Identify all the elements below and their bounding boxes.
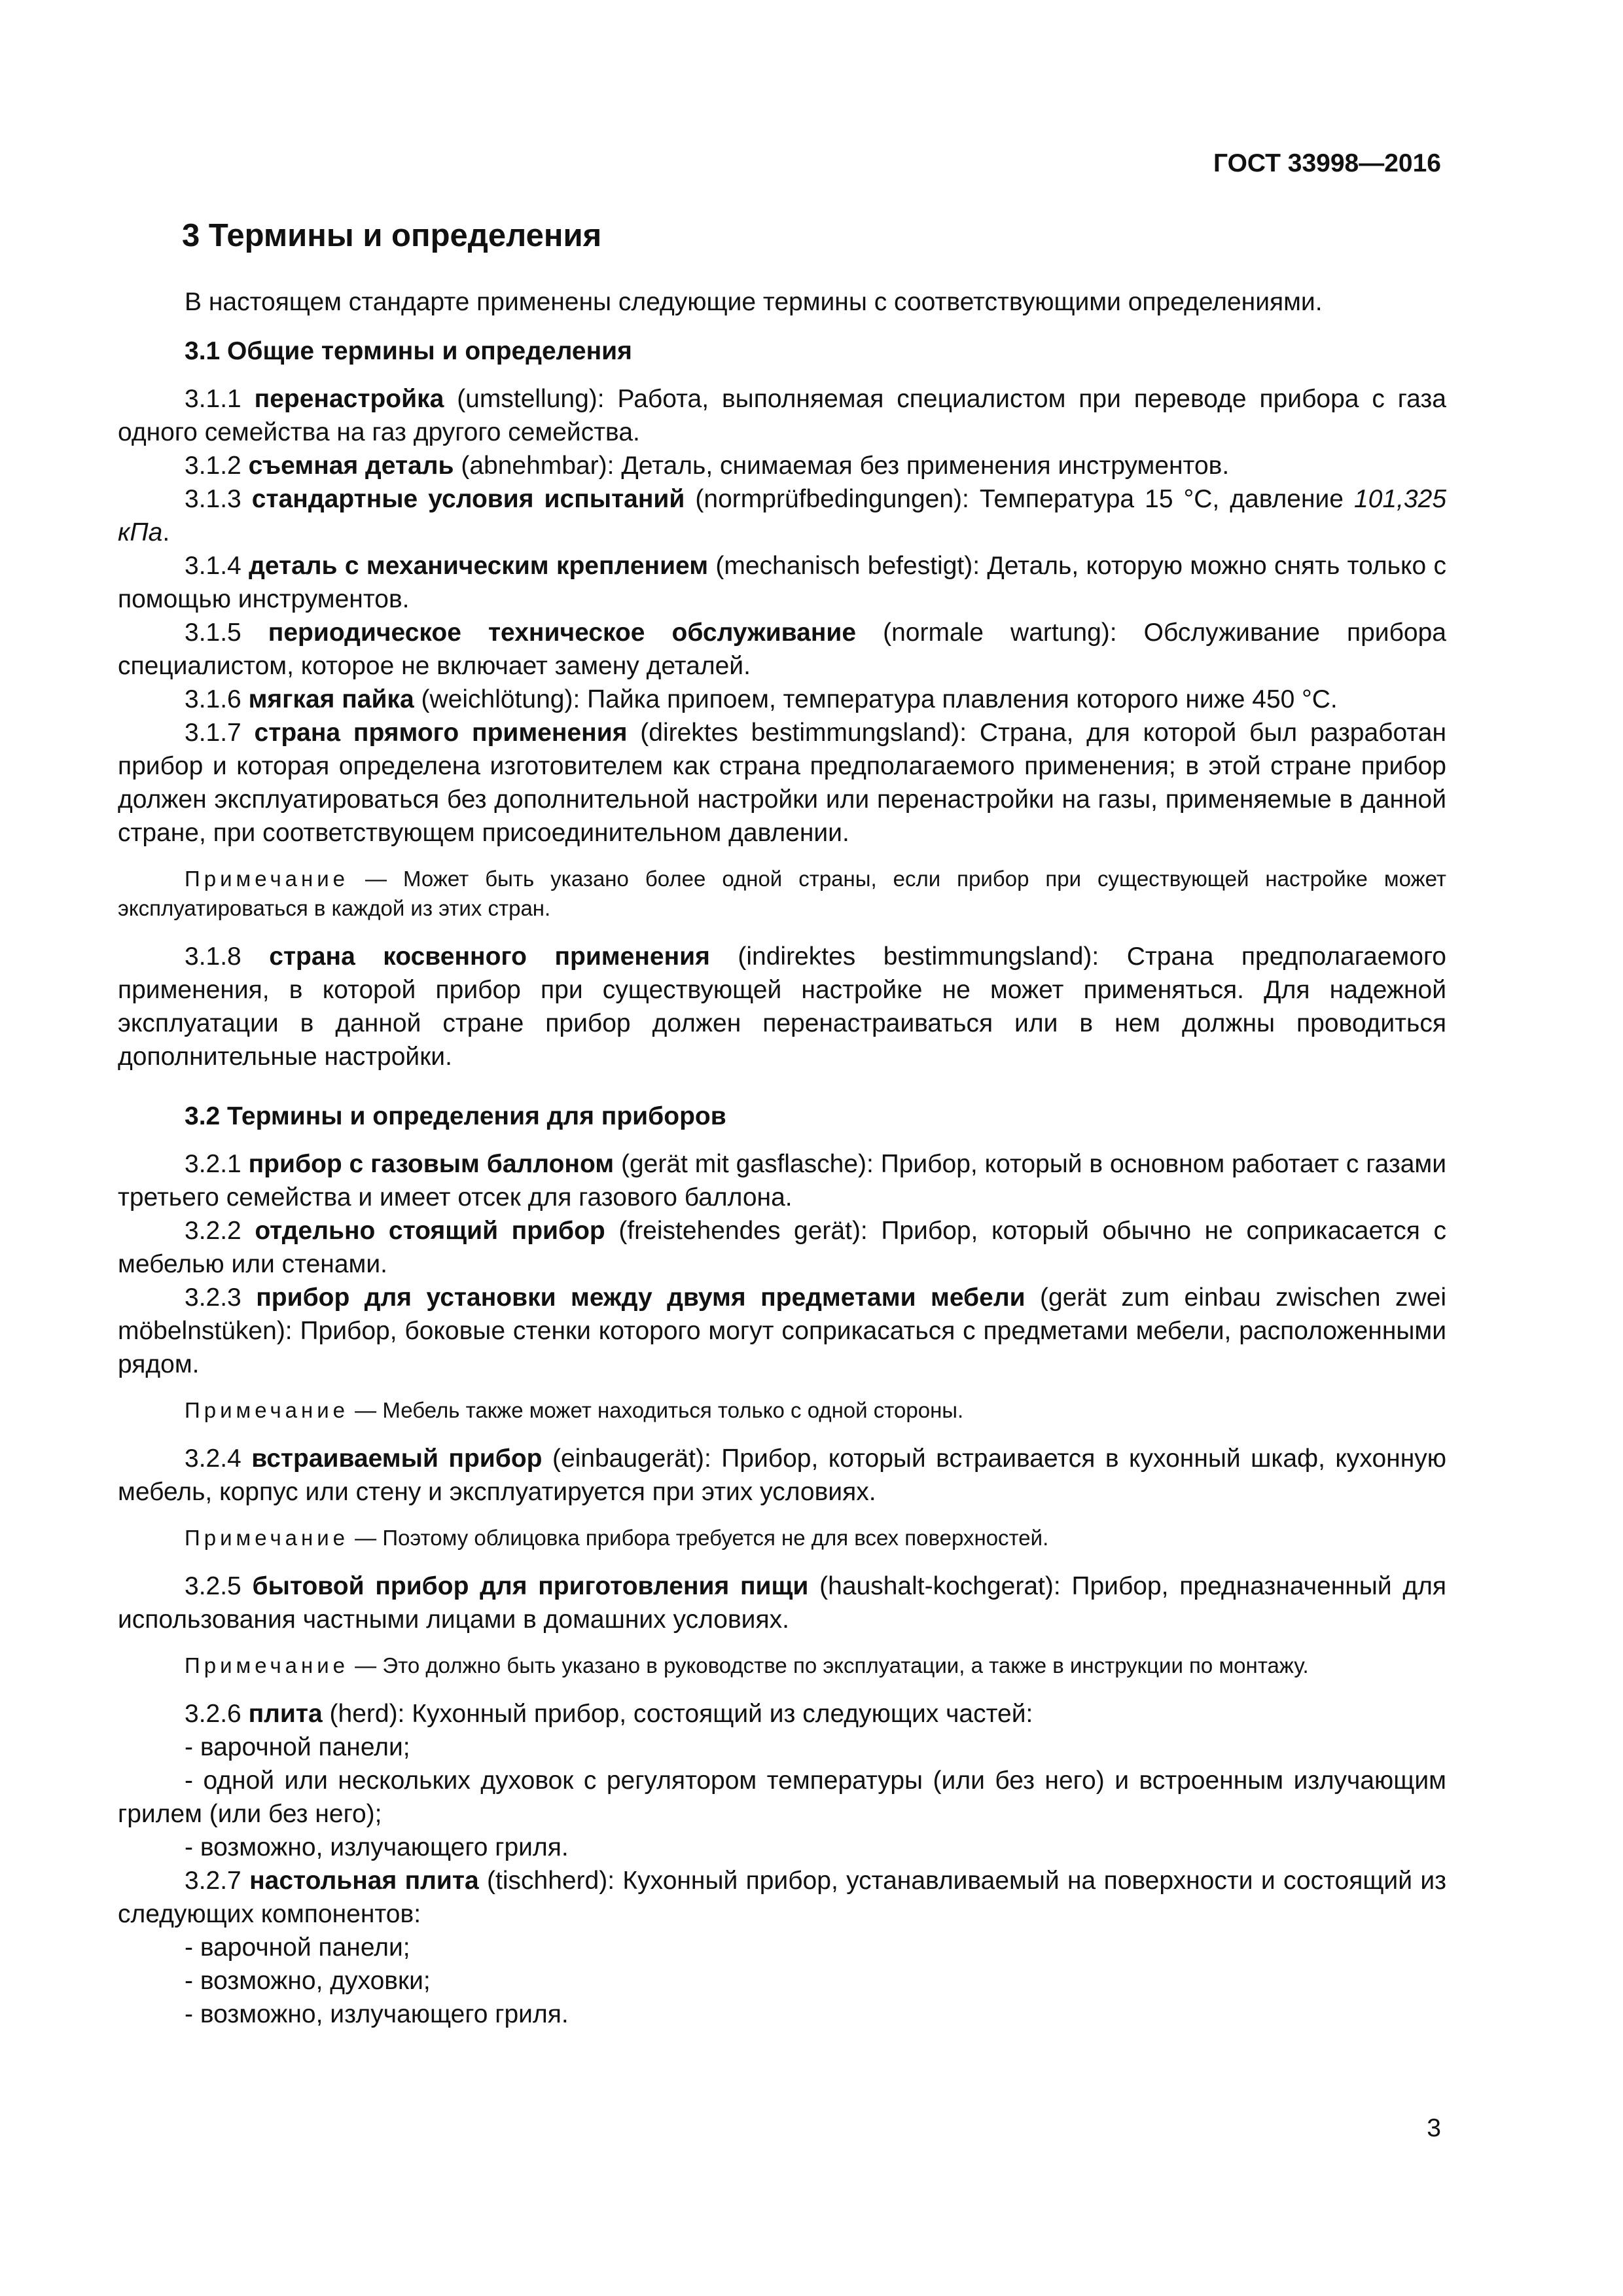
term-definition: (herd): Кухонный прибор, состоящий из следующих частей: [322, 1700, 1033, 1728]
term-number: 3.2.5 [185, 1572, 253, 1600]
term-number: 3.2.7 [185, 1867, 250, 1895]
term-entry [118, 716, 1446, 850]
note-text: — Мебель также может находиться только с одной стороны. [349, 1398, 964, 1422]
intro-paragraph: В настоящем стандарте применены следующие термины с соответствующими определениями. [185, 288, 1323, 316]
term-name: страна прямого применения [254, 719, 628, 747]
term-number: 3.1.7 [185, 719, 255, 747]
term-number: 3.2.3 [185, 1283, 257, 1312]
note [118, 1395, 1446, 1425]
term-entry [118, 382, 1446, 449]
list-item: - варочной панели; [185, 1933, 410, 1962]
term-entry [118, 1697, 1446, 1731]
note-label: Примечание [185, 1398, 349, 1422]
term-number: 3.1.1 [185, 385, 255, 413]
term-definition: (einbaugerät): Прибор, который встраивается в кухонный шкаф, кухонную мебель, корпус или стену и эксплуатируется при этих условиях. [118, 1444, 1446, 1506]
term-number: 3.1.2 [185, 452, 249, 480]
term-name: перенастройка [254, 385, 444, 413]
page-content [118, 216, 1446, 2031]
document-id: ГОСТ 33998—2016 [1213, 149, 1441, 177]
term-entry [118, 1147, 1446, 1214]
term-name: настольная плита [249, 1867, 479, 1895]
term-name: прибор с газовым баллоном [248, 1150, 615, 1178]
term-number: 3.1.3 [185, 485, 252, 513]
section-title: 3 Термины и определения [182, 218, 602, 253]
page-number: 3 [1427, 2114, 1441, 2142]
list-item: - варочной панели; [185, 1733, 410, 1761]
term-definition: (direktes bestimmungsland): Страна, для которой был разработан прибор и которая определена изготовителем как страна предполагаемого применения; в этой стране прибор должен эксплуатироваться без дополнительной настройки или перенастройки на газы, применяемые в данной стране, при соответствующем присоединительном давлении. [118, 719, 1446, 847]
term-number: 3.1.8 [185, 942, 270, 971]
term-number: 3.2.6 [185, 1700, 249, 1728]
note [118, 864, 1446, 923]
term-entry [118, 482, 1446, 549]
term-name: деталь с механическим креплением [249, 552, 709, 580]
term-number: 3.2.1 [185, 1150, 249, 1178]
list-item: - одной или нескольких духовок с регулятором температуры (или без него) и встроенным излучающим грилем (или без него); [118, 1767, 1446, 1828]
term-definition: (tischherd): Кухонный прибор, устанавливаемый на поверхности и состоящий из следующих компонентов: [118, 1867, 1447, 1928]
term-name: отдельно стоящий прибор [255, 1217, 605, 1245]
term-definition: (freistehendes gerät): Прибор, который обычно не соприкасается с мебелью или стенами. [118, 1217, 1446, 1278]
term-definition: (weichlötung): Пайка припоем, температура плавления которого ниже 450 °C. [414, 685, 1338, 713]
term-entry [118, 1214, 1446, 1281]
term-entry [118, 1281, 1446, 1381]
term-entry [118, 1442, 1446, 1509]
term-name: съемная деталь [248, 452, 454, 480]
term-name: бытовой прибор для приготовления пищи [252, 1572, 809, 1600]
note-text: — Поэтому облицовка прибора требуется не для всех поверхностей. [349, 1526, 1049, 1550]
term-entry [118, 616, 1446, 683]
term-definition: (abnehmbar): Деталь, снимаемая без применения инструментов. [454, 452, 1230, 480]
term-name: периодическое техническое обслуживание [268, 619, 857, 647]
term-name: страна косвенного применения [269, 942, 710, 971]
term-definition: (gerät zum einbau zwischen zwei möbelnstüken): Прибор, боковые стенки которого могут соприкасаться с предметами мебели, расположенными рядом. [118, 1283, 1446, 1378]
term-name: плита [248, 1700, 323, 1728]
term-definition: (indirektes bestimmungsland): Страна предполагаемого применения, в которой прибор при существующей настройке не может применяться. Для надежной эксплуатации в данной стране прибор должен перенастраиваться или в нем должны проводиться дополнительные настройки. [118, 942, 1446, 1071]
note-text: — Может быть указано более одной страны, если прибор при существующей настройке может эксплуатироваться в каждой из этих стран. [118, 867, 1446, 920]
term-definition: (umstellung): Работа, выполняемая специалистом при переводе прибора с газа одного семейства на газ другого семейства. [118, 385, 1446, 446]
note [118, 1651, 1446, 1680]
term-definition: (mechanisch befestigt): Деталь, которую можно снять только с помощью инструментов. [118, 552, 1446, 613]
term-entry [118, 683, 1446, 716]
term-definition: (normprüfbedingungen): Температура 15 °C, давление [685, 485, 1355, 513]
subsection-title: 3.2 Термины и определения для приборов [185, 1102, 726, 1130]
list-item: - возможно, излучающего гриля. [185, 1833, 569, 1861]
term-definition: (haushalt-kochgerat): Прибор, предназначенный для использования частными лицами в домашних условиях. [118, 1572, 1446, 1634]
term-entry [118, 449, 1446, 482]
term-entry [118, 549, 1446, 616]
term-entry [118, 1864, 1446, 1931]
term-name: мягкая пайка [248, 685, 414, 713]
note [118, 1523, 1446, 1552]
term-number: 3.1.6 [185, 685, 249, 713]
term-name: встраиваемый прибор [251, 1444, 543, 1473]
term-entry [118, 940, 1446, 1073]
term-number: 3.2.4 [185, 1444, 252, 1473]
pressure-value: 101,325 кПа [118, 485, 1447, 547]
list-item: - возможно, духовки; [185, 1967, 431, 1995]
note-label: Примечание [185, 867, 349, 891]
note-text: — Это должно быть указано в руководстве по эксплуатации, а также в инструкции по монтажу. [349, 1653, 1309, 1677]
term-number: 3.2.2 [185, 1217, 255, 1245]
term-name: стандартные условия испытаний [251, 485, 685, 513]
term-definition: (gerät mit gasflasche): Прибор, который в основном работает с газами третьего семейства и имеет отсек для газового баллона. [118, 1150, 1446, 1211]
term-name: прибор для установки между двумя предметами мебели [256, 1283, 1026, 1312]
term-tail: . [162, 518, 170, 547]
term-entry [118, 1570, 1446, 1636]
term-number: 3.1.4 [185, 552, 249, 580]
note-label: Примечание [185, 1653, 349, 1677]
subsection-title: 3.1 Общие термины и определения [185, 337, 632, 365]
list-item: - возможно, излучающего гриля. [185, 2000, 569, 2028]
note-label: Примечание [185, 1526, 349, 1550]
term-number: 3.1.5 [185, 619, 268, 647]
term-definition: (normale wartung): Обслуживание прибора специалистом, которое не включает замену деталей. [118, 619, 1446, 680]
